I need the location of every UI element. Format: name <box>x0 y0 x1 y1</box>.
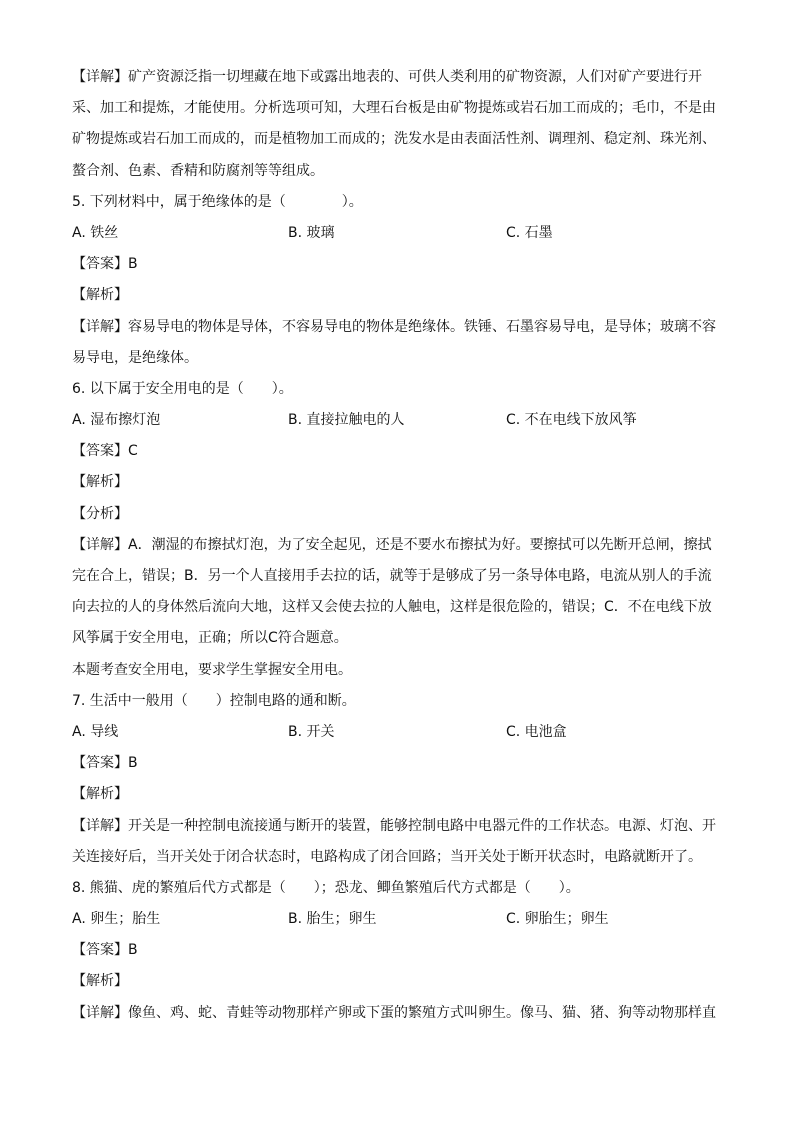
explanation-line: 采、加工和提炼，才能使用。分析选项可知，大理石台板是由矿物提炼或岩石加工而成的；毛巾，不是由 <box>72 100 716 117</box>
question-8: 8. 熊猫、虎的繁殖后代方式都是（ ）；恐龙、鲫鱼繁殖后代方式都是（ ）。 <box>72 879 580 896</box>
analysis-heading: 【解析】 <box>72 786 128 803</box>
option-a: A. 卵生；胎生 <box>72 911 161 928</box>
option-b: B. 开关 <box>288 723 335 740</box>
option-a: A. 湿布擦灯泡 <box>72 412 161 429</box>
explanation-line: 向去拉的人的身体然后流向大地，这样又会使去拉的人触电，这样是很危险的，错误；C．不在电线下放 <box>72 599 712 616</box>
question-6-options <box>72 405 722 436</box>
analysis-heading: 【解析】 <box>72 474 128 491</box>
option-c: C. 石墨 <box>506 224 553 241</box>
question-7-options <box>72 717 722 748</box>
option-b: B. 直接拉触电的人 <box>288 412 405 429</box>
answer-line: 【答案】B <box>72 942 138 959</box>
option-b: B. 玻璃 <box>288 224 335 241</box>
explanation-line: 风筝属于安全用电，正确；所以C符合题意。 <box>72 630 348 647</box>
explanation-line: 【详解】矿产资源泛指一切埋藏在地下或露出地表的、可供人类利用的矿物资源，人们对矿产要进行开 <box>72 69 702 85</box>
analysis-heading: 【解析】 <box>72 973 128 990</box>
question-8-options <box>72 904 722 935</box>
option-c: C. 电池盒 <box>506 723 567 740</box>
question-6: 6. 以下属于安全用电的是（ ）。 <box>72 380 293 397</box>
explanation-line: 螯合剂、色素、香精和防腐剂等等组成。 <box>72 162 324 179</box>
option-c: C. 不在电线下放风筝 <box>506 412 637 429</box>
option-c: C. 卵胎生；卵生 <box>506 911 609 928</box>
fenxi-heading: 【分析】 <box>72 505 128 522</box>
document-page <box>72 62 722 1029</box>
explanation-line: 关连接好后，当开关处于闭合状态时，电路构成了闭合回路；当开关处于断开状态时，电路就断开了。 <box>72 848 702 865</box>
explanation-line: 【详解】A．潮湿的布擦拭灯泡，为了安全起见，还是不要水布擦拭为好。要擦拭可以先断开总闸，擦拭 <box>72 536 712 553</box>
question-5-options <box>72 218 722 249</box>
option-a: A. 铁丝 <box>72 224 119 241</box>
question-7: 7. 生活中一般用（ ）控制电路的通和断。 <box>72 692 356 709</box>
explanation-line: 完在合上，错误；B．另一个人直接用手去拉的话，就等于是够成了另一条导体电路，电流从别人的手流 <box>72 568 712 584</box>
question-5: 5. 下列材料中，属于绝缘体的是（ ）。 <box>72 193 363 210</box>
answer-line: 【答案】B <box>72 755 138 772</box>
explanation-line: 【详解】开关是一种控制电流接通与断开的装置，能够控制电路中电器元件的工作状态。电源、灯泡、开 <box>72 817 716 834</box>
analysis-heading: 【解析】 <box>72 287 128 304</box>
explanation-line: 【详解】像鱼、鸡、蛇、青蛙等动物那样产卵或下蛋的繁殖方式叫卵生。像马、猫、猪、狗等动物那样直 <box>72 1004 716 1021</box>
explanation-line: 易导电，是绝缘体。 <box>72 349 198 366</box>
explanation-line: 矿物提炼或岩石加工而成的，而是植物加工而成的；洗发水是由表面活性剂、调理剂、稳定剂、珠光剂、 <box>72 131 716 148</box>
answer-line: 【答案】C <box>72 443 138 460</box>
answer-line: 【答案】B <box>72 256 138 273</box>
summary-line: 本题考查安全用电，要求学生掌握安全用电。 <box>72 661 352 678</box>
option-a: A. 导线 <box>72 723 119 740</box>
option-b: B. 胎生；卵生 <box>288 911 377 928</box>
explanation-line: 【详解】容易导电的物体是导体，不容易导电的物体是绝缘体。铁锤、石墨容易导电，是导体；玻璃不容 <box>72 318 716 335</box>
